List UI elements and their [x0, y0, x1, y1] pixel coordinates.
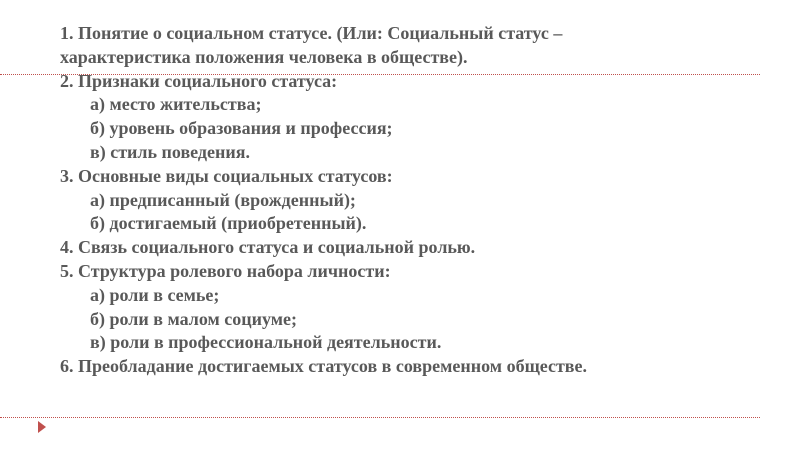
outline-item-5: 5. Структура ролевого набора личности:: [60, 260, 391, 281]
outline-item-3: 3. Основные виды социальных статусов:: [60, 165, 393, 186]
outline-list: [60, 22, 760, 379]
outline-subitem-5b: б) роли в малом социуме;: [90, 308, 298, 329]
outline-item-1-continuation: [60, 46, 760, 70]
triangle-right-icon: [38, 421, 46, 433]
outline-subitem-2c: в) стиль поведения.: [90, 141, 251, 162]
outline-item-6: 6. Преобладание достигаемых статусов в современном обществе.: [60, 356, 588, 377]
outline-item-1-line-1: 1. Понятие о социальном статусе. (Или: Социальный статус –: [60, 23, 563, 43]
bottom-divider: [0, 417, 760, 418]
outline-subitem-2b: б) уровень образования и профессия;: [90, 118, 393, 139]
outline-subitem-2a: а) место жительства;: [90, 94, 262, 115]
outline-subitem-5c: в) роли в профессиональной деятельности.: [90, 332, 442, 353]
outline-item-2: 2. Признаки социального статуса:: [60, 70, 338, 91]
outline-item-1: [60, 22, 760, 46]
outline-item-4: 4. Связь социального статуса и социальной ролью.: [60, 237, 476, 258]
outline-subitem-5a: а) роли в семье;: [90, 284, 220, 305]
outline-subitem-3b: б) достигаемый (приобретенный).: [90, 213, 367, 234]
outline-item-1-line-2: характеристика положения человека в обществе).: [60, 46, 468, 67]
outline-subitem-3a: а) предписанный (врожденный);: [90, 189, 356, 210]
